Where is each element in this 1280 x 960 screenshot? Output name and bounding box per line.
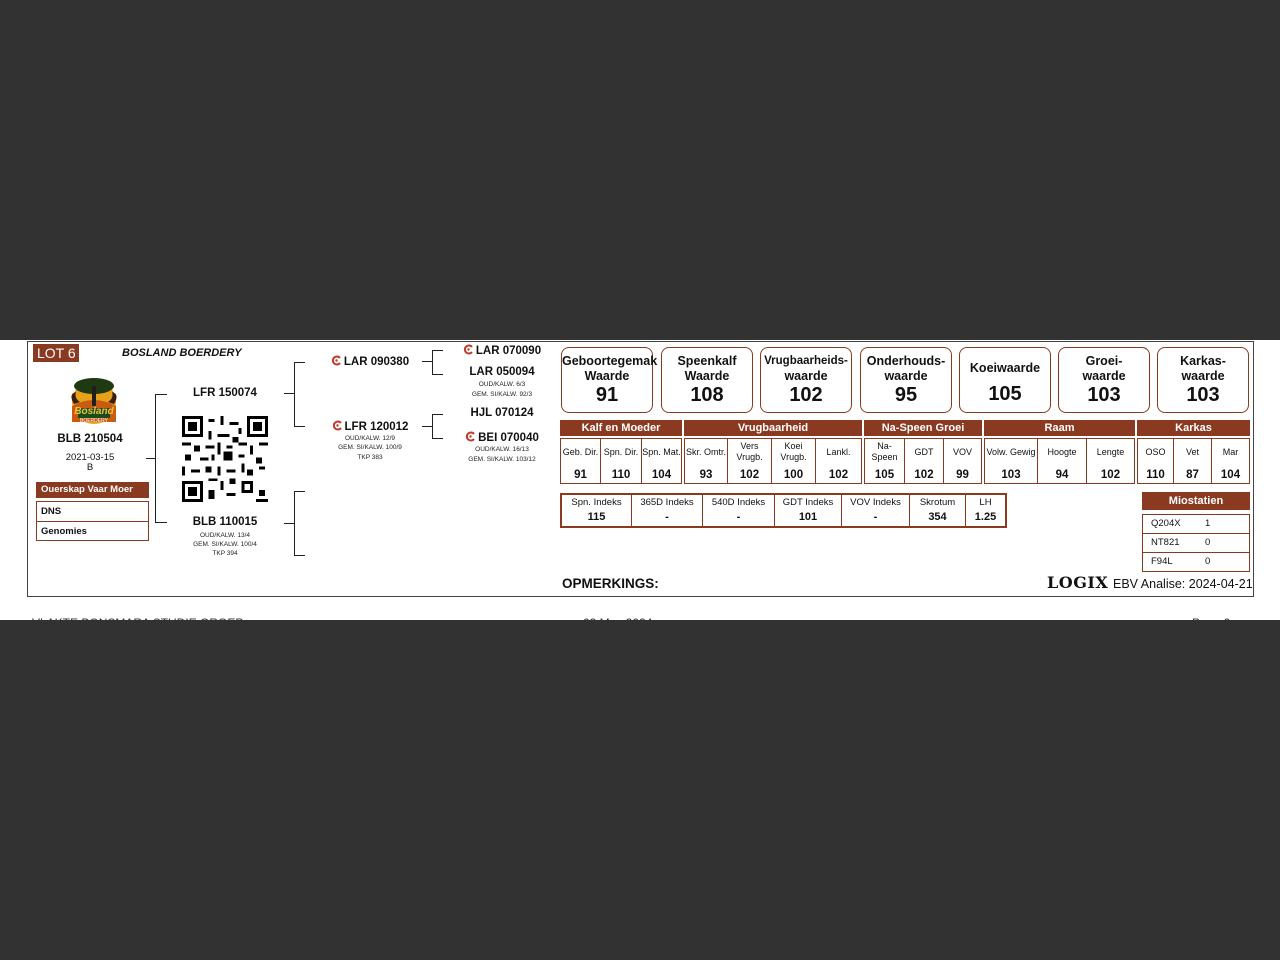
index-value: 101 (798, 511, 818, 523)
ebv-cell (865, 439, 905, 483)
animal-date: 2021-03-15 (65, 452, 115, 463)
group-kalf-en-moeder: Kalf en Moeder (560, 420, 682, 436)
ebv-value: 103 (1001, 469, 1021, 481)
ebv-label: Hoogte (1047, 446, 1077, 457)
card-value: 95 (894, 384, 918, 406)
card-value: 91 (595, 384, 619, 406)
ebv-value: 99 (956, 469, 969, 481)
card-value: 102 (789, 384, 823, 406)
miostatien-key: F94L (1151, 556, 1173, 567)
ebv-label: Koei Vrugb. (780, 441, 807, 462)
card-karkas (1157, 347, 1249, 413)
footer-date: 03 May 2024 (583, 616, 653, 630)
table-raam (984, 438, 1135, 484)
group-raam: Raam (984, 420, 1135, 436)
ebv-cell (642, 439, 681, 483)
ebv-cell (728, 439, 772, 483)
ss-dam-id: LAR 050094 (469, 366, 535, 378)
ebv-analysis-date: EBV Analise: 2024-04-21 (1113, 577, 1253, 591)
card-title: Waarde (584, 369, 630, 383)
card-koeiwaarde (959, 347, 1051, 413)
ebv-label: Skr. Omtr. (685, 446, 726, 457)
card-title: waarde (884, 369, 928, 383)
lot-badge: LOT 6 (33, 344, 79, 362)
ebv-cell (944, 439, 981, 483)
table-na-speen-groei (864, 438, 982, 484)
qr-code-icon (182, 416, 268, 502)
index-label: Spn. Indeks (571, 497, 622, 508)
miostatien-header: Miostatien (1142, 492, 1250, 510)
index-cell (703, 495, 775, 526)
ebv-label: OSO (1145, 446, 1166, 457)
card-value: 108 (690, 384, 724, 406)
ebv-value: 102 (1100, 469, 1121, 481)
index-label: Skrotum (919, 497, 956, 508)
miostatien-row (1143, 552, 1249, 571)
qr-code (182, 416, 268, 502)
ebv-value: 102 (828, 469, 849, 481)
sire-sire (320, 355, 420, 368)
index-value: - (736, 511, 741, 523)
miostatien-value: 0 (1205, 556, 1211, 567)
index-value: 354 (928, 511, 947, 523)
ebv-cell (601, 439, 642, 483)
farm-name: BOSLAND BOERDERY (122, 347, 242, 359)
ebv-value: 93 (699, 469, 713, 481)
index-cell (842, 495, 910, 526)
ebv-value: 94 (1055, 469, 1069, 481)
opmerkings-label: OPMERKINGS: (562, 576, 659, 591)
footer-left: VLAKTE BONSMARA STUDIE GROEP (32, 616, 244, 630)
footer-page: Page 6 (1192, 616, 1231, 630)
ebv-cell (1038, 439, 1087, 483)
ebv-label: Lankl. (826, 446, 851, 457)
sire-dam-line3: TKP 383 (357, 454, 383, 461)
ebv-label: Lengte (1096, 446, 1125, 457)
ebv-cell (1174, 439, 1212, 483)
ebv-value: 91 (574, 469, 587, 481)
ebv-label: Geb. Dir. (562, 446, 599, 457)
miostatien-key: NT821 (1151, 537, 1180, 548)
ebv-value: 110 (1146, 469, 1165, 481)
index-cell (632, 495, 703, 526)
sd-dam-line1: OUD/KALW. 16/13 (475, 446, 529, 453)
catalog-page (0, 340, 1280, 630)
ebv-label: Na- Speen (871, 441, 898, 462)
sd-dam-id: BEI 070040 (478, 432, 539, 444)
ebv-value: 100 (783, 469, 804, 481)
index-value: - (665, 511, 669, 523)
card-title: Karkas- (1180, 354, 1226, 368)
ownership-row-genomies: Genomies (37, 521, 148, 541)
ebv-cell (561, 439, 601, 483)
dam-line1: OUD/KALW. 13/4 (199, 532, 251, 539)
sire-dam-id: LFR 120012 (344, 421, 409, 433)
miostatien-table (1142, 514, 1250, 572)
card-title: waarde (784, 369, 828, 383)
animal-grade: B (86, 462, 94, 473)
ebv-cell (685, 439, 728, 483)
card-title: Vrugbaarheids- (764, 355, 848, 367)
card-value: 105 (988, 383, 1022, 405)
card-title: Speenkalf (677, 354, 737, 368)
index-table (560, 493, 1007, 528)
table-kalf-en-moeder (560, 438, 682, 484)
card-title: Koeiwaarde (969, 361, 1041, 375)
ss-sire (452, 344, 552, 357)
index-label: GDT Indeks (782, 497, 834, 508)
ss-dam-line1: OUD/KALW. 6/3 (478, 381, 526, 388)
sire-sire-id: LAR 090380 (343, 356, 410, 368)
table-karkas (1137, 438, 1250, 484)
index-cell (775, 495, 842, 526)
ebv-value: 87 (1186, 469, 1199, 481)
index-cell (562, 495, 632, 526)
logix-logo: LOGIX (1047, 573, 1109, 592)
index-cell (966, 495, 1005, 526)
ebv-value: 102 (914, 469, 934, 481)
card-title: Waarde (684, 369, 730, 383)
ownership-table (36, 501, 149, 541)
index-value: 115 (587, 511, 606, 523)
index-label: 365D Indeks (640, 497, 694, 508)
card-title: waarde (1181, 369, 1225, 383)
index-label: 540D Indeks (711, 497, 766, 508)
ebv-label: Mar (1222, 446, 1239, 457)
ebv-cell (905, 439, 944, 483)
miostatien-value: 0 (1205, 537, 1211, 548)
index-cell (910, 495, 966, 526)
card-title: waarde (1082, 369, 1126, 383)
index-label: LH (979, 497, 992, 508)
ebv-label: Vers Vrugb. (736, 441, 763, 462)
sd-sire-id: HJL 070124 (470, 407, 534, 419)
animal-id: BLB 210504 (57, 433, 123, 445)
registered-mark-icon (463, 344, 474, 355)
registered-mark-icon (465, 431, 476, 442)
group-vrugbaarheid: Vrugbaarheid (684, 420, 862, 436)
ebv-value: 104 (1220, 469, 1241, 481)
ownership-row-dns: DNS (41, 506, 62, 517)
card-title: Geboortegemak (562, 354, 658, 368)
sire-dam-line2: GEM. SI/KALW. 100/9 (338, 444, 402, 451)
card-groei (1058, 347, 1150, 413)
sire-id: LFR 150074 (193, 387, 257, 399)
dam-id: BLB 110015 (192, 516, 258, 528)
ebv-value: 102 (739, 469, 760, 481)
miostatien-row (1143, 533, 1249, 552)
index-value: 1.25 (974, 511, 997, 523)
dam-line3: TKP 394 (212, 550, 238, 557)
registered-mark-icon (331, 355, 342, 366)
table-vrugbaarheid (684, 438, 862, 484)
card-title: Onderhouds- (866, 354, 946, 368)
dam-line2: GEM. SI/KALW. 100/4 (193, 541, 257, 548)
logo-text-bottom: BOERDERY (80, 418, 108, 424)
ebv-cell (772, 439, 816, 483)
ebv-cell (985, 439, 1038, 483)
sd-dam-line2: GEM. SI/KALW. 103/12 (468, 456, 536, 463)
ebv-label: Vet (1185, 446, 1199, 457)
ebv-label: Spn. Dir. (603, 446, 639, 457)
ebv-value: 110 (611, 469, 631, 481)
ebv-label: Spn. Mat. (642, 446, 681, 457)
ss-sire-id: LAR 070090 (475, 345, 542, 357)
ebv-cell (1138, 439, 1174, 483)
registered-mark-icon (332, 420, 343, 431)
card-vrugbaarheid (760, 347, 852, 413)
group-na-speen-groei: Na-Speen Groei (864, 420, 982, 436)
ownership-header: Ouerskap Vaar Moer (36, 482, 149, 498)
ebv-label: VOV (952, 446, 972, 457)
ebv-cell (1212, 439, 1249, 483)
card-speenkalf (661, 347, 753, 413)
ebv-cell (816, 439, 861, 483)
index-value: - (873, 511, 878, 523)
card-value: 103 (1087, 384, 1121, 406)
sire-dam-line1: OUD/KALW. 12/9 (344, 435, 396, 442)
logo-text-top: Bosland (74, 406, 114, 417)
ebv-value: 105 (874, 469, 895, 481)
group-karkas: Karkas (1137, 420, 1250, 436)
ebv-value: 104 (651, 469, 672, 481)
ebv-cell (1087, 439, 1134, 483)
card-value: 103 (1186, 384, 1220, 406)
miostatien-value: 1 (1205, 518, 1211, 529)
card-title (960, 376, 1050, 379)
miostatien-row (1143, 515, 1249, 533)
ss-dam-line2: GEM. SI/KALW. 92/3 (471, 391, 533, 398)
card-title: Groei- (1085, 354, 1123, 368)
sire-dam (320, 420, 420, 433)
miostatien-key: Q204X (1151, 518, 1181, 529)
card-onderhoud (860, 347, 952, 413)
card-geboortegemak (561, 347, 658, 413)
ebv-label: GDT (914, 446, 934, 457)
index-label: VOV Indeks (850, 497, 901, 508)
farm-logo (64, 376, 124, 426)
sd-dam (452, 431, 552, 444)
ebv-label: Volw. Gewig (986, 446, 1036, 457)
